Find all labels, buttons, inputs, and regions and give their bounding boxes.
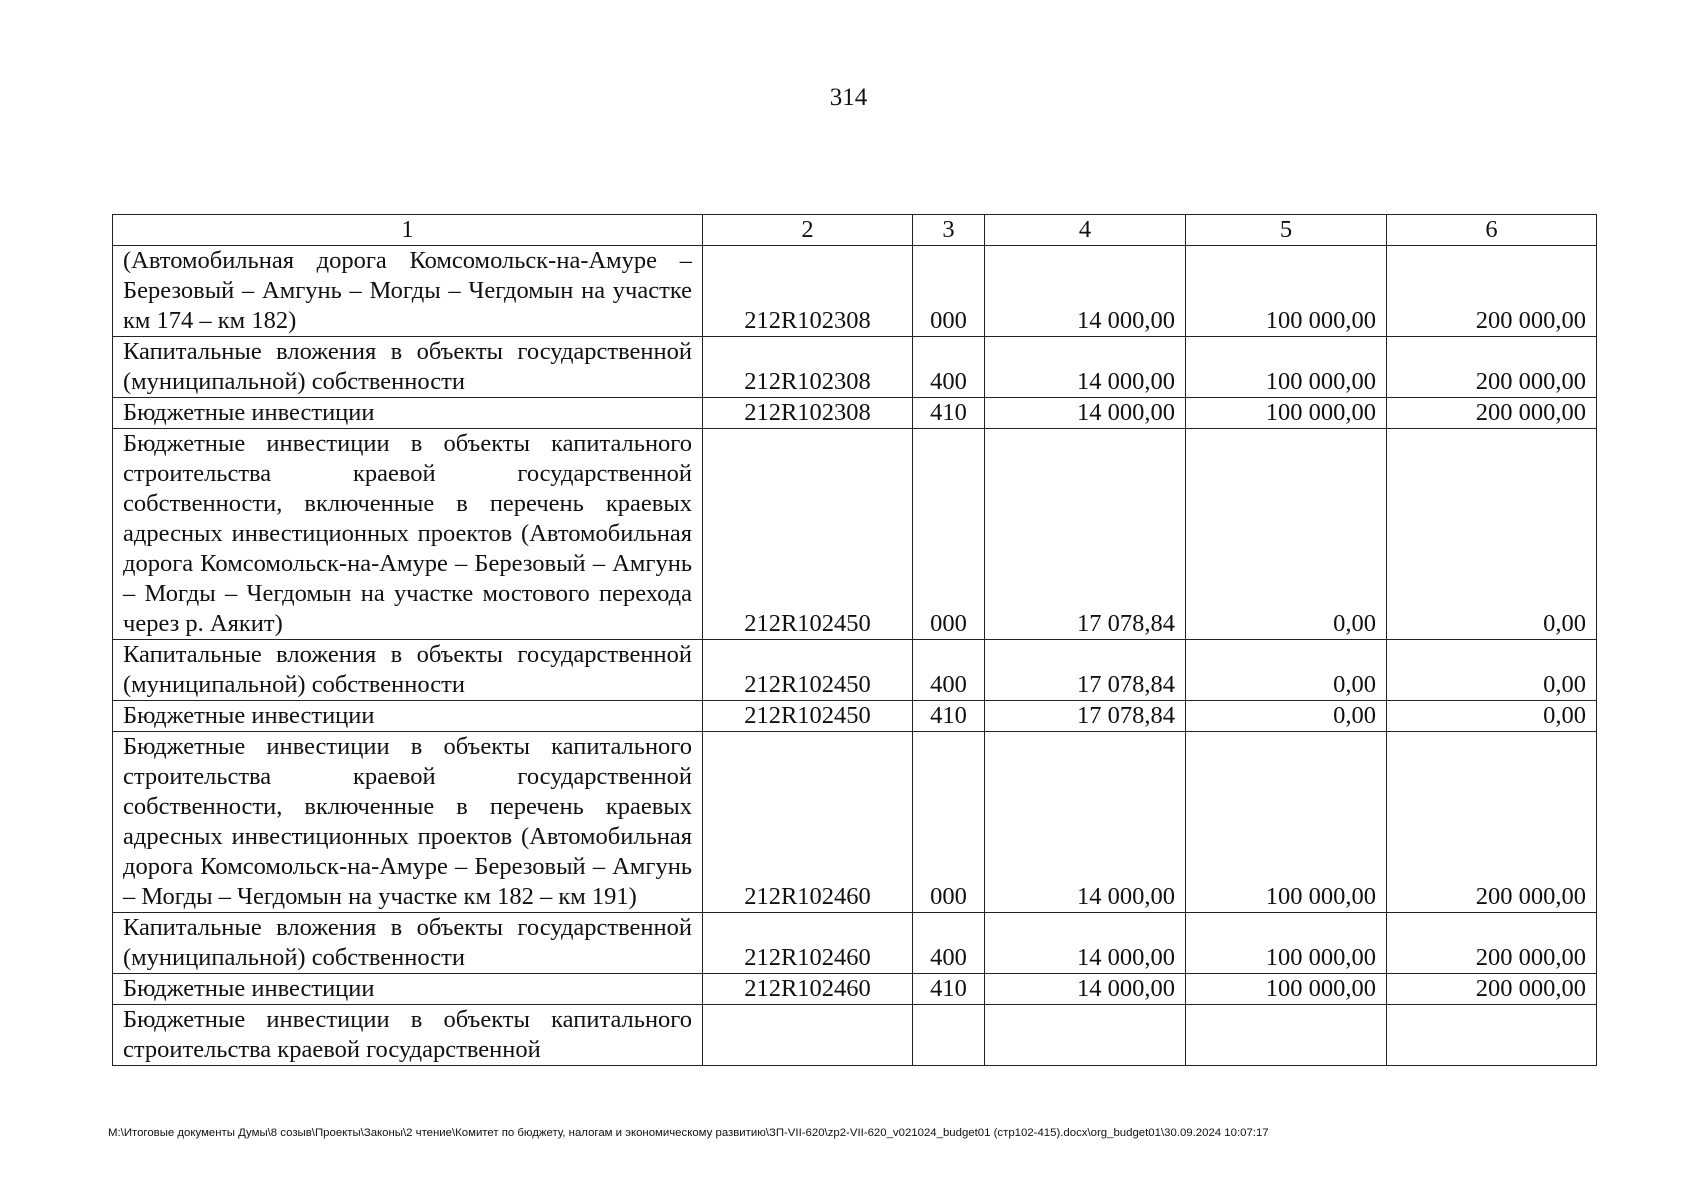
row-code: 212R102308	[703, 246, 913, 337]
row-value-col5	[1186, 1005, 1387, 1066]
page-number: 314	[829, 84, 868, 111]
row-name: Бюджетные инвестиции в объекты капитального строительства краевой государственной собственности, включенные в перечень краевых адресных инвестиционных проектов (Автомобильная дорога Комсомольск-на-Амуре – Березовый – Амгунь – Могды – Чегдомын на участке мостового перехода через р. Аякит)	[113, 429, 703, 640]
row-expense-type: 410	[913, 974, 985, 1005]
table-row	[113, 398, 1597, 429]
row-expense-type: 400	[913, 337, 985, 398]
column-header-4: 4	[985, 215, 1186, 246]
row-expense-type: 000	[913, 246, 985, 337]
row-code: 212R102450	[703, 429, 913, 640]
row-name: Капитальные вложения в объекты государственной (муниципальной) собственности	[113, 337, 703, 398]
row-code: 212R102450	[703, 640, 913, 701]
column-header-5: 5	[1186, 215, 1387, 246]
document-footer-path: М:\Итоговые документы Думы\8 созыв\Проекты\Законы\2 чтение\Комитет по бюджету, налогам и экономическому развитию\ЗП-VII-620\zp2-VII-620_v021024_budget01 (стр102-415).docx\org_budget01\30.09.2024 10:07:17	[108, 1127, 1269, 1139]
row-name: Бюджетные инвестиции	[113, 398, 703, 429]
row-value-col5: 100 000,00	[1186, 732, 1387, 913]
row-value-col4: 17 078,84	[985, 640, 1186, 701]
row-expense-type: 400	[913, 913, 985, 974]
table-row	[113, 974, 1597, 1005]
row-name: Бюджетные инвестиции	[113, 974, 703, 1005]
row-expense-type	[913, 1005, 985, 1066]
row-value-col4: 14 000,00	[985, 913, 1186, 974]
row-value-col4: 14 000,00	[985, 246, 1186, 337]
budget-table	[112, 214, 1597, 1066]
row-name: Бюджетные инвестиции в объекты капитального строительства краевой государственной	[113, 1005, 703, 1066]
row-value-col4: 17 078,84	[985, 701, 1186, 732]
table-row	[113, 337, 1597, 398]
row-value-col5: 100 000,00	[1186, 913, 1387, 974]
row-value-col4: 14 000,00	[985, 974, 1186, 1005]
table-row	[113, 1005, 1597, 1066]
row-value-col4: 14 000,00	[985, 398, 1186, 429]
row-value-col6: 200 000,00	[1387, 337, 1597, 398]
row-value-col6: 200 000,00	[1387, 974, 1597, 1005]
row-value-col6: 0,00	[1387, 429, 1597, 640]
column-header-2: 2	[703, 215, 913, 246]
row-name: Капитальные вложения в объекты государственной (муниципальной) собственности	[113, 913, 703, 974]
row-value-col6: 200 000,00	[1387, 732, 1597, 913]
row-name: Бюджетные инвестиции	[113, 701, 703, 732]
row-value-col5: 100 000,00	[1186, 398, 1387, 429]
row-value-col6: 0,00	[1387, 701, 1597, 732]
row-value-col5: 100 000,00	[1186, 974, 1387, 1005]
row-code: 212R102308	[703, 398, 913, 429]
table-header-row	[113, 215, 1597, 246]
row-name: Бюджетные инвестиции в объекты капитального строительства краевой государственной собственности, включенные в перечень краевых адресных инвестиционных проектов (Автомобильная дорога Комсомольск-на-Амуре – Березовый – Амгунь – Могды – Чегдомын на участке км 182 – км 191)	[113, 732, 703, 913]
table-row	[113, 246, 1597, 337]
table-row	[113, 913, 1597, 974]
column-header-3: 3	[913, 215, 985, 246]
row-value-col5: 0,00	[1186, 429, 1387, 640]
row-value-col6: 200 000,00	[1387, 246, 1597, 337]
table-row	[113, 732, 1597, 913]
row-expense-type: 000	[913, 429, 985, 640]
column-header-6: 6	[1387, 215, 1597, 246]
row-code: 212R102460	[703, 732, 913, 913]
row-code	[703, 1005, 913, 1066]
row-expense-type: 410	[913, 701, 985, 732]
row-code: 212R102450	[703, 701, 913, 732]
row-value-col5: 0,00	[1186, 640, 1387, 701]
row-expense-type: 400	[913, 640, 985, 701]
row-code: 212R102460	[703, 974, 913, 1005]
row-code: 212R102460	[703, 913, 913, 974]
row-value-col6	[1387, 1005, 1597, 1066]
row-value-col5: 100 000,00	[1186, 246, 1387, 337]
table-row	[113, 640, 1597, 701]
row-value-col4: 17 078,84	[985, 429, 1186, 640]
row-value-col5: 100 000,00	[1186, 337, 1387, 398]
row-value-col4: 14 000,00	[985, 732, 1186, 913]
row-name: (Автомобильная дорога Комсомольск-на-Амуре – Березовый – Амгунь – Могды – Чегдомын на участке км 174 – км 182)	[113, 246, 703, 337]
row-value-col4	[985, 1005, 1186, 1066]
row-value-col5: 0,00	[1186, 701, 1387, 732]
row-name: Капитальные вложения в объекты государственной (муниципальной) собственности	[113, 640, 703, 701]
row-value-col6: 200 000,00	[1387, 913, 1597, 974]
row-expense-type: 000	[913, 732, 985, 913]
table-row	[113, 701, 1597, 732]
column-header-1: 1	[113, 215, 703, 246]
row-value-col6: 0,00	[1387, 640, 1597, 701]
table-row	[113, 429, 1597, 640]
row-value-col4: 14 000,00	[985, 337, 1186, 398]
row-code: 212R102308	[703, 337, 913, 398]
row-value-col6: 200 000,00	[1387, 398, 1597, 429]
row-expense-type: 410	[913, 398, 985, 429]
